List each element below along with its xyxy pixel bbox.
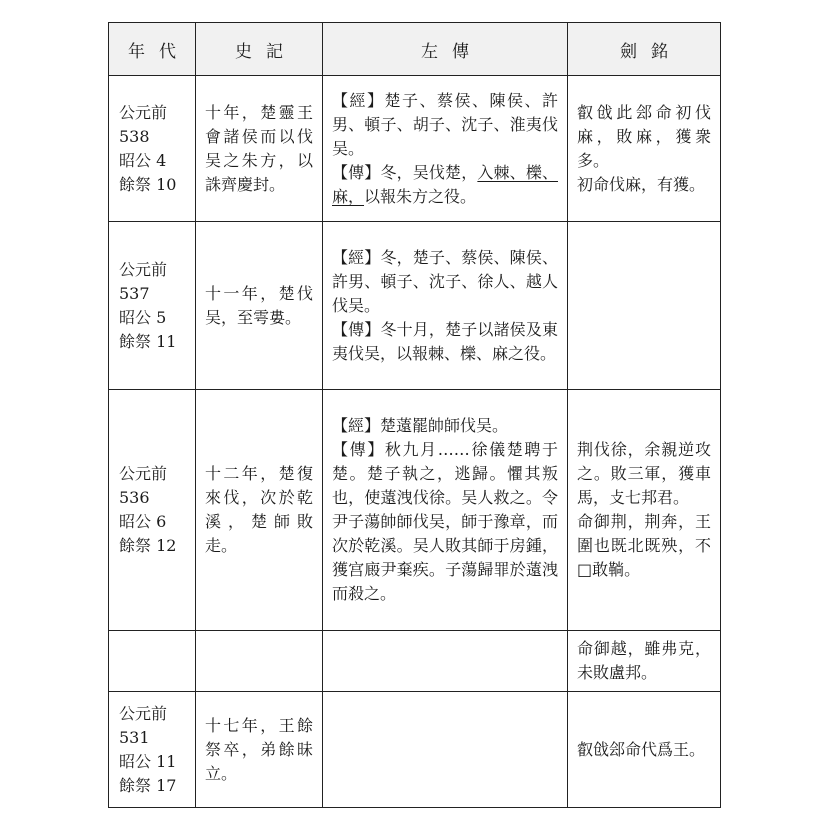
era-cell: 公元前 531 昭公 11 餘祭 17 — [109, 692, 196, 808]
header-zuozhuan: 左傳 — [323, 23, 568, 76]
table-row — [109, 76, 721, 222]
header-shiji: 史記 — [196, 23, 323, 76]
zuozhuan-cell: 【經】冬，楚子、蔡侯、陳侯、許男、頓子、沈子、徐人、越人伐吴。 【傳】冬十月，楚子以諸侯及東夷伐吴，以報棘、櫟、麻之役。 — [323, 222, 568, 390]
jianming-cell: 荆伐徐，余親逆攻之。敗三軍，獲車馬，攴七邦君。 命御荆，荆奔，王圍也既北既殃，不□敢鞝。 — [568, 390, 721, 631]
shiji-cell: 十一年，楚伐吴，至雩婁。 — [196, 222, 323, 390]
zuozhuan-cell — [323, 631, 568, 692]
table-row — [109, 222, 721, 390]
header-row — [109, 23, 721, 76]
era-cell: 公元前 538 昭公 4 餘祭 10 — [109, 76, 196, 222]
shiji-cell: 十二年，楚復來伐，次於乾溪，楚師敗走。 — [196, 390, 323, 631]
era-cell — [109, 631, 196, 692]
jianming-cell: 叡戗此郐命初伐麻，敗麻，獲衆多。 初命伐麻，有獲。 — [568, 76, 721, 222]
zuozhuan-text: 【經】楚子、蔡侯、陳侯、許男、頓子、胡子、沈子、淮夷伐吴。 【傳】冬，吴伐楚， — [332, 90, 558, 182]
shiji-cell — [196, 631, 323, 692]
shiji-cell: 十年，楚靈王會諸侯而以伐吴之朱方，以誅齊慶封。 — [196, 76, 323, 222]
jianming-cell: 叡戗郐命代爲王。 — [568, 692, 721, 808]
shiji-cell: 十七年，王餘祭卒，弟餘昧立。 — [196, 692, 323, 808]
zuozhuan-underlined-places: 入棘、櫟、麻， — [332, 162, 558, 206]
jianming-cell: 命御越，雖弗克，未敗盧邦。 — [568, 631, 721, 692]
header-era: 年代 — [109, 23, 196, 76]
jianming-cell — [568, 222, 721, 390]
table-row — [109, 631, 721, 692]
zuozhuan-cell: 【經】楚薳罷帥師伐吴。 【傳】秋九月……徐儀楚聘于楚。楚子執之，逃歸。懼其叛也，使薳洩伐徐。吴人救之。令尹子蕩帥師伐吴，師于豫章，而次於乾溪。吴人敗其師于房鍾，獲宫廄尹棄疾。子蕩歸罪於薳洩而殺之。 — [323, 390, 568, 631]
zuozhuan-cell — [323, 692, 568, 808]
zuozhuan-cell — [323, 76, 568, 222]
header-jianming: 劍銘 — [568, 23, 721, 76]
table-row — [109, 390, 721, 631]
table-row — [109, 692, 721, 808]
chronology-table — [108, 22, 721, 808]
era-cell: 公元前 536 昭公 6 餘祭 12 — [109, 390, 196, 631]
zuozhuan-text-end: 以報朱方之役。 — [364, 186, 477, 206]
era-cell: 公元前 537 昭公 5 餘祭 11 — [109, 222, 196, 390]
